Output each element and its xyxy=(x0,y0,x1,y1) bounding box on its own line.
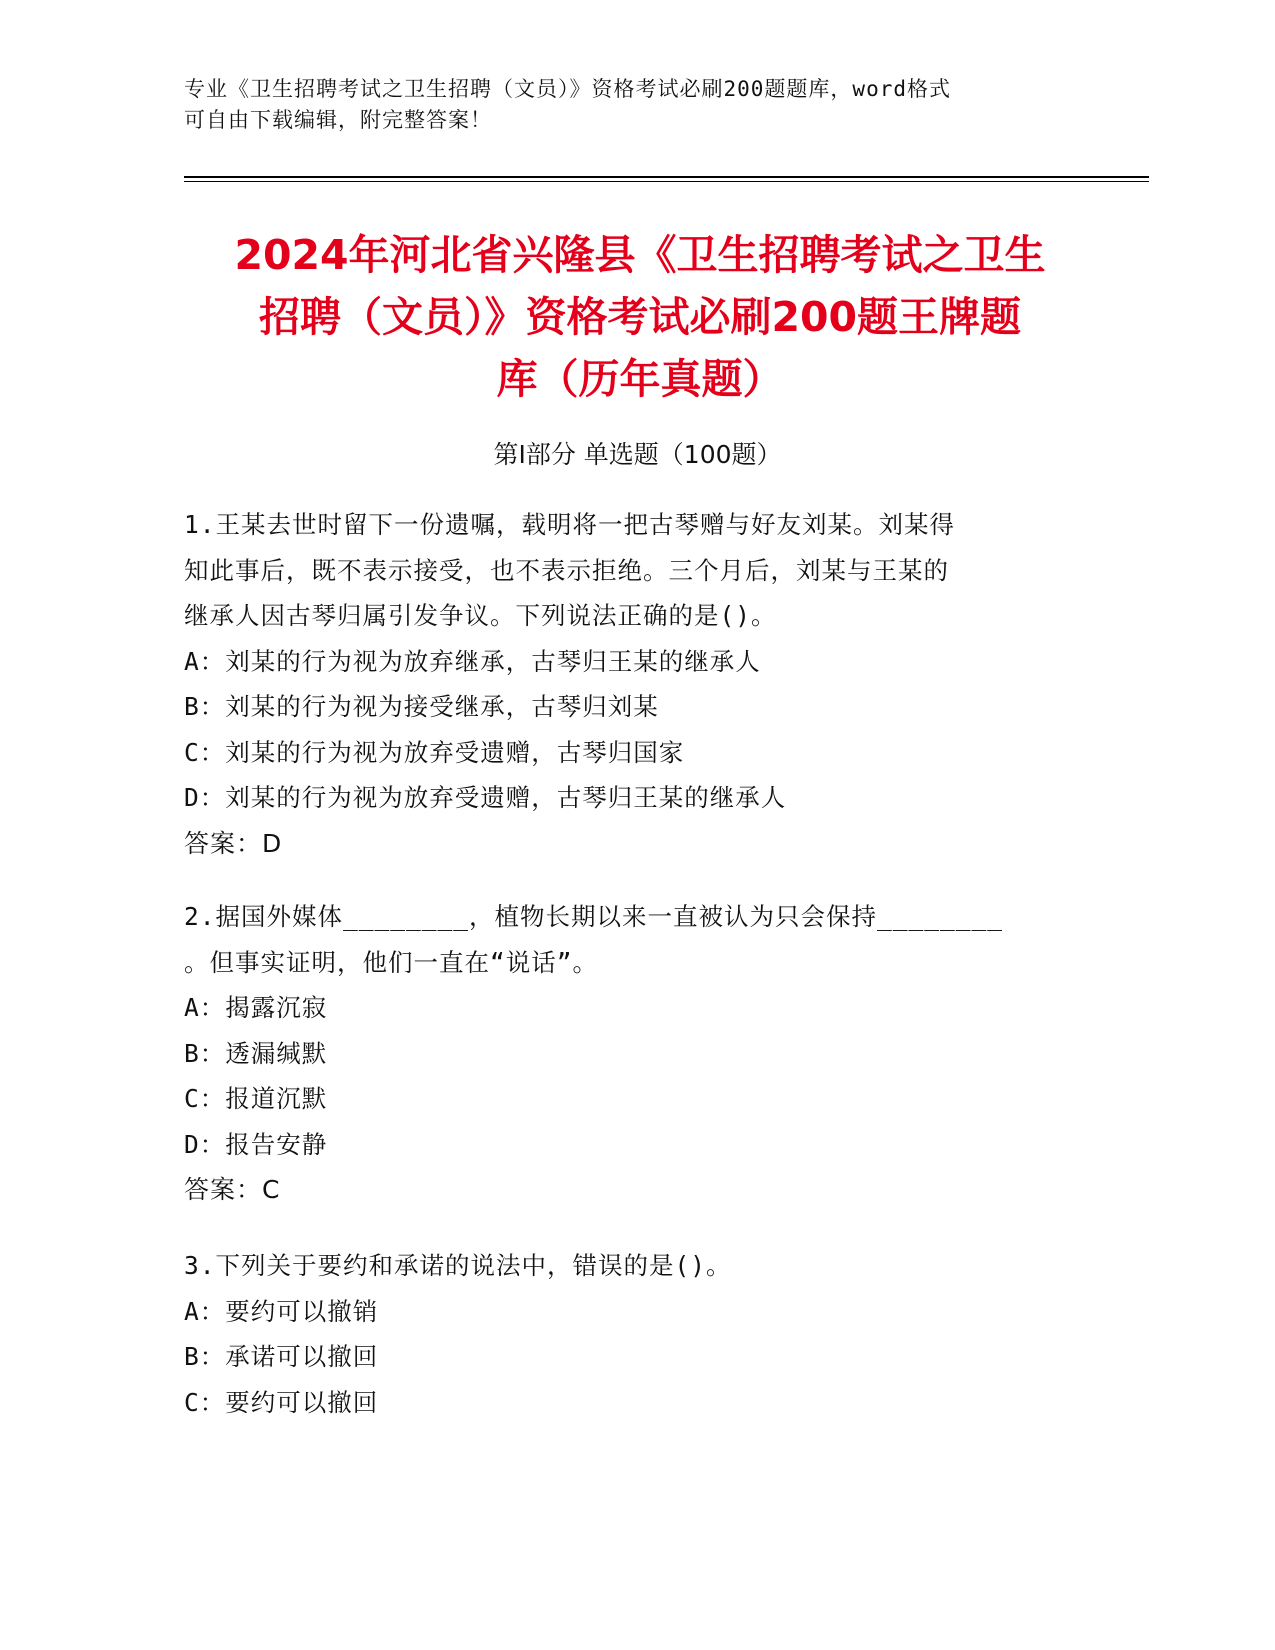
option-d: D：刘某的行为视为放弃受遗赠，古琴归王某的继承人 xyxy=(184,783,787,812)
document-title xyxy=(160,224,1120,410)
header-note xyxy=(184,74,1064,136)
document-title-line: 库（历年真题） xyxy=(496,355,784,403)
document-title-line: 2024年河北省兴隆县《卫生招聘考试之卫生 xyxy=(234,231,1046,279)
header-note-line: 可自由下载编辑，附完整答案！ xyxy=(184,108,492,132)
answer-line: 答案：C xyxy=(184,1175,281,1204)
question-stem-line: 2.据国外媒体________，植物长期以来一直被认为只会保持________ xyxy=(184,902,1004,931)
option-c: C：刘某的行为视为放弃受遗赠，古琴归国家 xyxy=(184,737,685,767)
question-stem-line: 继承人因古琴归属引发争议。下列说法正确的是()。 xyxy=(184,601,777,630)
option-d: D：报告安静 xyxy=(184,1129,328,1159)
option-b: B：透漏缄默 xyxy=(184,1038,328,1068)
option-b: B：承诺可以撤回 xyxy=(184,1342,379,1371)
question-2 xyxy=(184,894,1084,1213)
header-note-line: 专业《卫生招聘考试之卫生招聘（文员）》资格考试必刷200题题库，word格式 xyxy=(184,77,951,101)
option-b: B：刘某的行为视为接受继承，古琴归刘某 xyxy=(184,692,659,721)
option-a: A：刘某的行为视为放弃继承，古琴归王某的继承人 xyxy=(184,646,761,676)
question-stem-line: 1.王某去世时留下一份遗嘱，载明将一把古琴赠与好友刘某。刘某得 xyxy=(184,510,955,539)
document-title-line: 招聘（文员）》资格考试必刷200题王牌题 xyxy=(258,293,1022,341)
question-stem-line: 3.下列关于要约和承诺的说法中，错误的是()。 xyxy=(184,1251,732,1280)
option-a: A：揭露沉寂 xyxy=(184,993,328,1022)
header-divider-thin xyxy=(184,181,1149,182)
option-c: C：报道沉默 xyxy=(184,1084,328,1113)
answer-line: 答案：D xyxy=(184,828,283,858)
section-title: 第Ⅰ部分 单选题（100题） xyxy=(493,440,782,469)
question-1 xyxy=(184,502,1084,866)
question-stem-line: 。但事实证明，他们一直在“说话”。 xyxy=(184,947,598,977)
header-divider-thick xyxy=(184,176,1149,178)
question-stem-line: 知此事后，既不表示接受，也不表示拒绝。三个月后，刘某与王某的 xyxy=(184,555,949,585)
option-c: C：要约可以撤回 xyxy=(184,1387,379,1417)
question-3 xyxy=(184,1243,1084,1425)
option-a: A：要约可以撤销 xyxy=(184,1296,379,1326)
